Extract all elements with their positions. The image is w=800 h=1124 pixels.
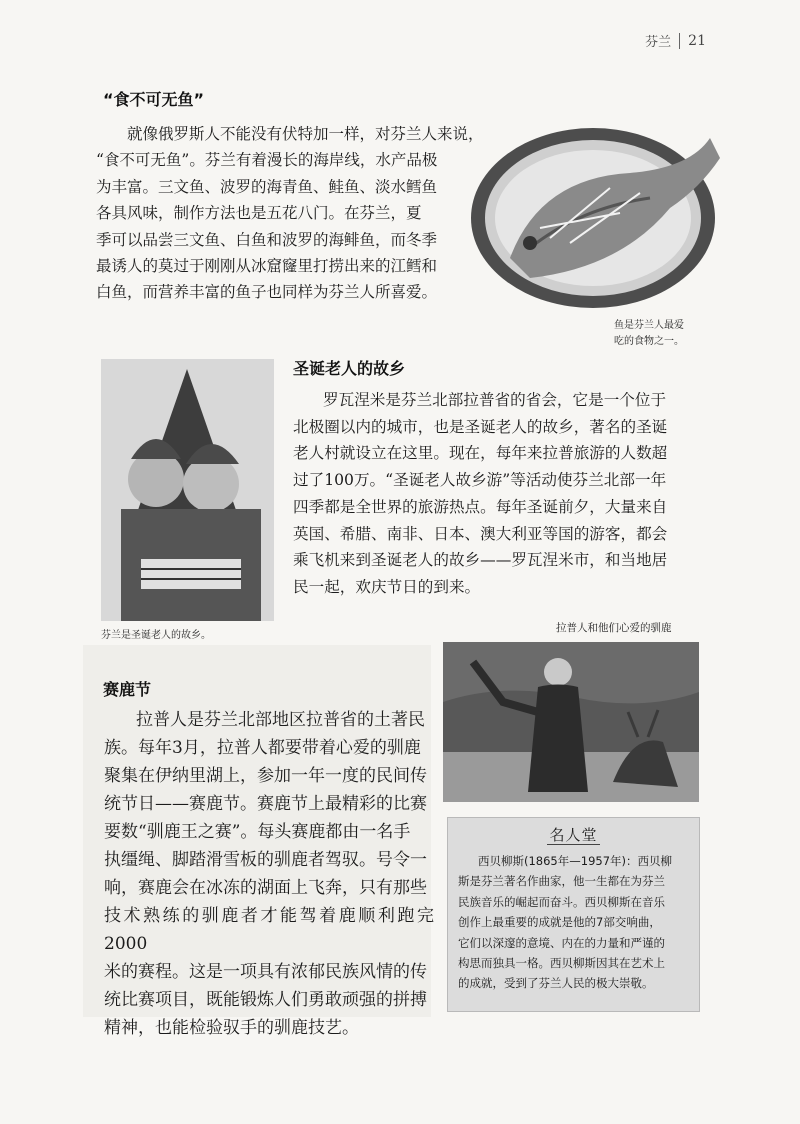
race-line: 响，赛鹿会在冰冻的湖面上飞奔，只有那些 xyxy=(104,878,427,898)
santa-line: 北极圈以内的城市，也是圣诞老人的故乡，著名的圣诞 xyxy=(293,417,668,436)
header-section: 芬兰 xyxy=(645,35,672,50)
fish-line: 就像俄罗斯人不能没有伏特加一样，对芬兰人来说， xyxy=(127,125,484,143)
race-line: 聚集在伊纳里湖上，参加一年一度的民间传 xyxy=(104,766,427,786)
race-line: 精神，也能检验驭手的驯鹿技艺。 xyxy=(104,1018,359,1038)
fish-line: 为丰富。三文鱼、波罗的海青鱼、鲑鱼、淡水鳕鱼 xyxy=(96,177,438,196)
santa-photo-caption: 芬兰是圣诞老人的故乡。 xyxy=(101,630,211,641)
santa-line: 乘飞机来到圣诞老人的故乡——罗瓦涅米市，和当地居 xyxy=(293,551,668,570)
fish-section-body xyxy=(96,121,486,306)
race-line: 米的赛程。这是一项具有浓郁民族风情的传 xyxy=(104,962,427,982)
sidebar-line: 民族音乐的崛起而奋斗。西贝柳斯在音乐 xyxy=(458,894,665,909)
sidebar-title-text: 名人堂 xyxy=(549,826,598,844)
santa-line: 过了100万。“圣诞老人故乡游”等活动使芬兰北部一年 xyxy=(293,471,667,490)
sidebar-body xyxy=(448,845,699,994)
race-line: 要数“驯鹿王之赛”。每头赛鹿都由一名手 xyxy=(104,822,411,842)
sidebar-line: 它们以深邃的意境、内在的力量和严谨的 xyxy=(458,935,665,950)
reindeer-rider-illustration xyxy=(443,642,699,802)
page-number: 21 xyxy=(688,32,706,49)
fish-line: “食不可无鱼”。芬兰有着漫长的海岸线，水产品极 xyxy=(96,151,438,170)
race-line: 族。每年3月，拉普人都要带着心爱的驯鹿 xyxy=(104,738,421,758)
race-line: 执缰绳、脚踏滑雪板的驯鹿者驾驭。号令一 xyxy=(104,850,427,870)
children-christmas-illustration xyxy=(101,359,274,621)
sidebar-line: 创作上最重要的成就是他的7部交响曲， xyxy=(458,915,661,930)
race-line: 拉普人是芬兰北部地区拉普省的土著民 xyxy=(136,710,425,730)
fish-caption-line: 吃的食物之一。 xyxy=(614,336,684,347)
race-section-body xyxy=(104,706,434,1042)
sidebar-line: 斯是芬兰著名作曲家，他一生都在为芬兰 xyxy=(458,874,665,889)
fish-line: 最诱人的莫过于刚刚从冰窟窿里打捞出来的江鳕和 xyxy=(96,257,438,276)
santa-line: 罗瓦涅米是芬兰北部拉普省的省会，它是一个位于 xyxy=(323,391,667,409)
santa-section-body xyxy=(293,387,697,601)
fish-section-title: “食不可无鱼” xyxy=(103,90,205,109)
santa-line: 英国、希腊、南非、日本、澳大利亚等国的游客，都会 xyxy=(293,524,668,543)
running-header xyxy=(645,31,706,50)
santa-line: 民一起，欢庆节日的到来。 xyxy=(293,577,481,596)
hall-of-fame-sidebar xyxy=(447,817,700,1012)
santa-section-title: 圣诞老人的故乡 xyxy=(293,359,406,378)
sidebar-line: 西贝柳斯(1865年—1957年)：西贝柳 xyxy=(478,854,673,868)
sidebar-line: 构思而独具一格。西贝柳斯因其在艺术上 xyxy=(458,956,665,971)
sidebar-line: 的成就，受到了芬兰人民的极大崇敬。 xyxy=(458,976,654,991)
race-line: 技术熟练的驯鹿者才能驾着鹿顺利跑完2000 xyxy=(104,906,434,954)
header-divider xyxy=(679,33,680,49)
race-section-title: 赛鹿节 xyxy=(103,680,152,699)
race-line: 统节日——赛鹿节。赛鹿节上最精彩的比赛 xyxy=(104,794,427,814)
fish-line: 各具风味，制作方法也是五花八门。在芬兰，夏 xyxy=(96,204,422,223)
fish-photo-caption xyxy=(614,318,684,350)
fish-dish-illustration xyxy=(470,118,728,313)
sidebar-title xyxy=(448,824,699,845)
fish-dish-photo xyxy=(470,118,728,313)
santa-line: 四季都是全世界的旅游热点。每年圣诞前夕，大量来自 xyxy=(293,497,668,516)
fish-line: 白鱼，而营养丰富的鱼子也同样为芬兰人所喜爱。 xyxy=(96,283,438,302)
reindeer-photo-caption: 拉普人和他们心爱的驯鹿 xyxy=(556,622,672,634)
santa-line: 老人村就设立在这里。现在，每年来拉普旅游的人数超 xyxy=(293,444,668,463)
santa-children-photo xyxy=(101,359,274,621)
lapp-reindeer-photo xyxy=(443,642,699,802)
race-line: 统比赛项目，既能锻炼人们勇敢顽强的拼搏 xyxy=(104,990,427,1010)
fish-line: 季可以品尝三文鱼、白鱼和波罗的海鲱鱼，而冬季 xyxy=(96,230,438,249)
fish-caption-line: 鱼是芬兰人最爱 xyxy=(614,320,684,331)
